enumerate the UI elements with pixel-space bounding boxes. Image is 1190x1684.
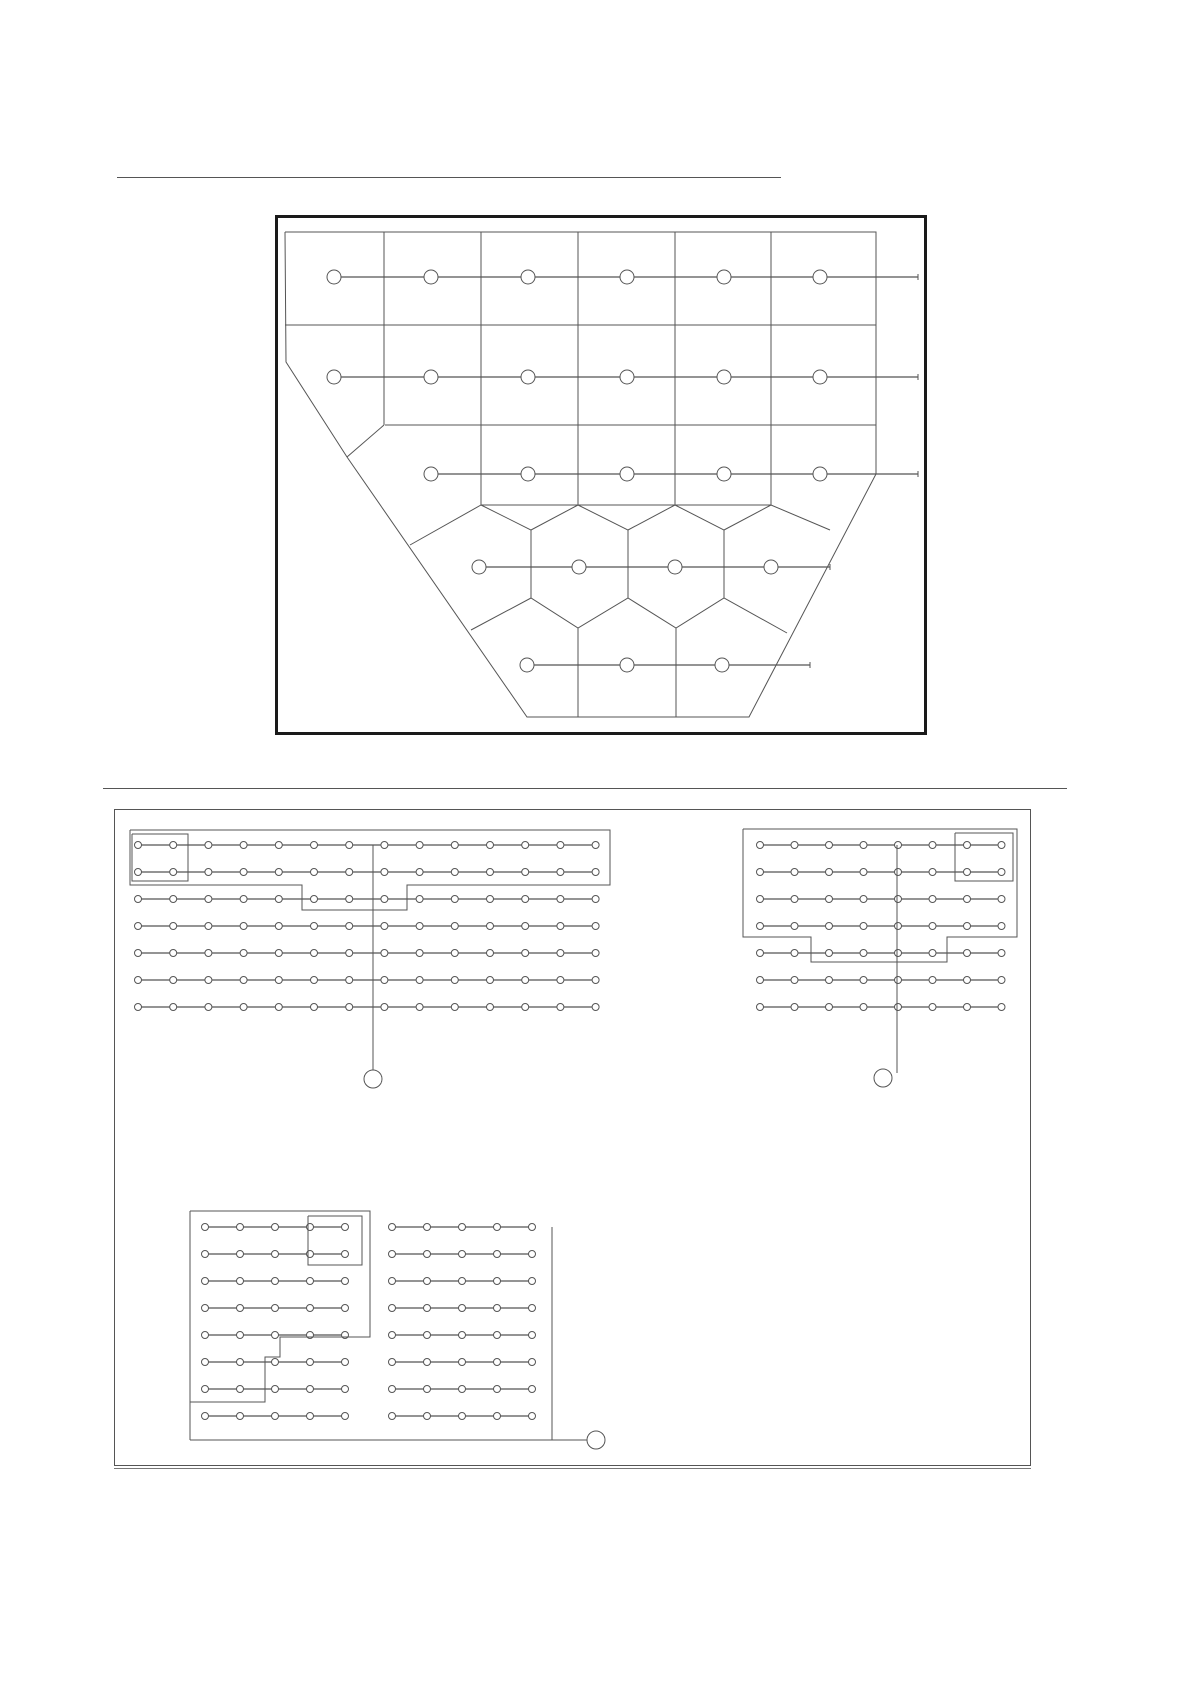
- well-node: [459, 1224, 466, 1231]
- well-node: [311, 842, 318, 849]
- well-node: [529, 1359, 536, 1366]
- well-node: [757, 950, 764, 957]
- well-node: [592, 977, 599, 984]
- well-node: [964, 869, 971, 876]
- well-node: [529, 1278, 536, 1285]
- well-marker: [717, 270, 731, 284]
- well-node: [557, 1004, 564, 1011]
- well-node: [860, 923, 867, 930]
- well-marker: [521, 467, 535, 481]
- well-node: [791, 923, 798, 930]
- well-node: [929, 950, 936, 957]
- well-node: [381, 842, 388, 849]
- well-node: [522, 1004, 529, 1011]
- well-node: [757, 869, 764, 876]
- well-node: [202, 1278, 209, 1285]
- well-node: [170, 923, 177, 930]
- well-node: [459, 1305, 466, 1312]
- well-node: [929, 977, 936, 984]
- well-node: [860, 842, 867, 849]
- well-node: [557, 950, 564, 957]
- well-node: [592, 896, 599, 903]
- well-manifold-layouts-diagram: [114, 809, 1031, 1466]
- well-marker: [813, 467, 827, 481]
- well-node: [424, 1224, 431, 1231]
- well-node: [459, 1251, 466, 1258]
- well-node: [237, 1359, 244, 1366]
- well-node: [895, 842, 902, 849]
- manifold-layouts-canvas: [115, 810, 1030, 1465]
- well-marker: [327, 370, 341, 384]
- outlet-marker: [874, 1069, 892, 1087]
- well-node: [170, 869, 177, 876]
- well-node: [381, 977, 388, 984]
- well-node: [346, 977, 353, 984]
- well-node: [791, 977, 798, 984]
- well-node: [307, 1413, 314, 1420]
- well-marker: [327, 270, 341, 284]
- well-node: [791, 950, 798, 957]
- well-node: [522, 896, 529, 903]
- well-node: [451, 1004, 458, 1011]
- well-node: [459, 1332, 466, 1339]
- well-marker: [424, 370, 438, 384]
- well-node: [826, 923, 833, 930]
- well-node: [381, 923, 388, 930]
- well-node: [424, 1332, 431, 1339]
- well-node: [459, 1413, 466, 1420]
- cell-edge: [724, 505, 771, 530]
- well-node: [487, 1004, 494, 1011]
- well-node: [272, 1305, 279, 1312]
- well-node: [964, 950, 971, 957]
- well-node: [135, 923, 142, 930]
- cell-edge: [675, 505, 724, 598]
- well-node: [592, 1004, 599, 1011]
- well-node: [895, 1004, 902, 1011]
- cell-edge: [481, 505, 531, 598]
- well-marker: [813, 370, 827, 384]
- well-node: [557, 869, 564, 876]
- well-node: [240, 869, 247, 876]
- well-node: [170, 1004, 177, 1011]
- well-node: [757, 977, 764, 984]
- well-node: [494, 1332, 501, 1339]
- well-node: [135, 950, 142, 957]
- well-node: [135, 896, 142, 903]
- well-node: [389, 1413, 396, 1420]
- top-divider-rule: [117, 177, 781, 178]
- well-node: [487, 842, 494, 849]
- voronoi-diagram-canvas: [278, 218, 924, 732]
- well-node: [202, 1305, 209, 1312]
- well-node: [202, 1251, 209, 1258]
- well-node: [791, 869, 798, 876]
- well-node: [346, 950, 353, 957]
- well-node: [311, 1004, 318, 1011]
- well-node: [860, 1004, 867, 1011]
- well-node: [272, 1386, 279, 1393]
- well-node: [424, 1278, 431, 1285]
- well-node: [346, 869, 353, 876]
- well-node: [964, 923, 971, 930]
- well-node: [895, 950, 902, 957]
- well-node: [592, 842, 599, 849]
- well-node: [202, 1386, 209, 1393]
- figure-bottom-rule: [114, 1468, 1031, 1469]
- well-node: [826, 977, 833, 984]
- well-node: [205, 1004, 212, 1011]
- well-node: [451, 923, 458, 930]
- well-node: [895, 896, 902, 903]
- well-node: [381, 896, 388, 903]
- well-node: [929, 1004, 936, 1011]
- well-marker: [472, 560, 486, 574]
- well-node: [272, 1359, 279, 1366]
- well-node: [487, 869, 494, 876]
- well-marker: [668, 560, 682, 574]
- well-node: [237, 1251, 244, 1258]
- well-node: [170, 950, 177, 957]
- well-node: [929, 842, 936, 849]
- well-node: [342, 1224, 349, 1231]
- group-boundary: [130, 830, 610, 910]
- well-node: [860, 896, 867, 903]
- well-node: [275, 977, 282, 984]
- cell-edge: [410, 505, 830, 545]
- well-node: [494, 1278, 501, 1285]
- well-node: [451, 977, 458, 984]
- well-node: [998, 1004, 1005, 1011]
- well-node: [451, 950, 458, 957]
- well-node: [311, 896, 318, 903]
- well-node: [964, 1004, 971, 1011]
- well-node: [494, 1386, 501, 1393]
- well-node: [237, 1224, 244, 1231]
- well-marker: [572, 560, 586, 574]
- well-node: [135, 1004, 142, 1011]
- well-node: [381, 1004, 388, 1011]
- well-node: [416, 842, 423, 849]
- well-node: [895, 869, 902, 876]
- well-node: [964, 977, 971, 984]
- well-node: [237, 1278, 244, 1285]
- outlet-marker: [364, 1070, 382, 1088]
- well-node: [389, 1332, 396, 1339]
- well-node: [487, 950, 494, 957]
- well-node: [826, 842, 833, 849]
- well-node: [275, 842, 282, 849]
- well-node: [487, 977, 494, 984]
- middle-divider-rule: [103, 788, 1067, 789]
- well-node: [311, 950, 318, 957]
- well-node: [170, 896, 177, 903]
- well-node: [998, 923, 1005, 930]
- well-node: [240, 842, 247, 849]
- well-node: [791, 896, 798, 903]
- well-node: [307, 1359, 314, 1366]
- well-node: [389, 1251, 396, 1258]
- well-node: [275, 923, 282, 930]
- well-node: [964, 842, 971, 849]
- well-node: [494, 1251, 501, 1258]
- well-node: [529, 1251, 536, 1258]
- well-node: [275, 896, 282, 903]
- group-boundary: [743, 829, 1017, 962]
- well-node: [826, 896, 833, 903]
- well-marker: [764, 560, 778, 574]
- well-node: [424, 1251, 431, 1258]
- well-node: [791, 1004, 798, 1011]
- well-node: [494, 1305, 501, 1312]
- well-node: [826, 869, 833, 876]
- well-node: [342, 1305, 349, 1312]
- cell-edge: [578, 505, 628, 598]
- well-node: [135, 977, 142, 984]
- well-node: [237, 1413, 244, 1420]
- well-node: [307, 1386, 314, 1393]
- well-node: [342, 1386, 349, 1393]
- well-node: [202, 1332, 209, 1339]
- well-node: [487, 923, 494, 930]
- well-node: [895, 923, 902, 930]
- well-node: [205, 977, 212, 984]
- well-node: [522, 842, 529, 849]
- well-node: [757, 896, 764, 903]
- well-node: [389, 1359, 396, 1366]
- well-node: [346, 1004, 353, 1011]
- well-node: [346, 896, 353, 903]
- well-node: [205, 896, 212, 903]
- well-node: [202, 1359, 209, 1366]
- well-marker: [521, 370, 535, 384]
- well-node: [311, 869, 318, 876]
- well-marker: [715, 658, 729, 672]
- well-node: [529, 1413, 536, 1420]
- well-node: [240, 977, 247, 984]
- well-node: [529, 1386, 536, 1393]
- well-node: [389, 1278, 396, 1285]
- well-node: [307, 1305, 314, 1312]
- well-node: [860, 950, 867, 957]
- well-node: [389, 1224, 396, 1231]
- well-node: [272, 1278, 279, 1285]
- well-node: [451, 896, 458, 903]
- well-node: [389, 1305, 396, 1312]
- well-node: [451, 869, 458, 876]
- well-marker: [424, 467, 438, 481]
- well-node: [424, 1305, 431, 1312]
- well-node: [381, 950, 388, 957]
- well-node: [275, 869, 282, 876]
- well-node: [342, 1359, 349, 1366]
- well-node: [237, 1386, 244, 1393]
- well-node: [998, 869, 1005, 876]
- well-field-voronoi-diagram: [275, 215, 927, 735]
- well-node: [494, 1413, 501, 1420]
- well-node: [424, 1413, 431, 1420]
- well-marker: [620, 270, 634, 284]
- well-node: [487, 896, 494, 903]
- well-marker: [620, 370, 634, 384]
- well-node: [522, 869, 529, 876]
- well-node: [592, 869, 599, 876]
- well-node: [346, 923, 353, 930]
- well-node: [826, 950, 833, 957]
- well-node: [205, 869, 212, 876]
- well-node: [205, 923, 212, 930]
- well-node: [895, 977, 902, 984]
- well-node: [557, 977, 564, 984]
- well-node: [416, 1004, 423, 1011]
- well-marker: [521, 270, 535, 284]
- well-node: [757, 842, 764, 849]
- well-marker: [424, 270, 438, 284]
- well-node: [757, 923, 764, 930]
- cell-edge: [471, 598, 787, 633]
- well-node: [826, 1004, 833, 1011]
- well-node: [202, 1413, 209, 1420]
- well-node: [272, 1413, 279, 1420]
- well-node: [529, 1224, 536, 1231]
- well-node: [240, 923, 247, 930]
- well-marker: [813, 270, 827, 284]
- well-node: [135, 842, 142, 849]
- well-node: [557, 842, 564, 849]
- well-node: [592, 950, 599, 957]
- well-node: [459, 1386, 466, 1393]
- well-node: [860, 869, 867, 876]
- well-node: [592, 923, 599, 930]
- well-node: [964, 896, 971, 903]
- well-node: [237, 1305, 244, 1312]
- well-node: [307, 1278, 314, 1285]
- well-node: [929, 869, 936, 876]
- well-node: [342, 1278, 349, 1285]
- well-node: [205, 950, 212, 957]
- well-node: [860, 977, 867, 984]
- well-node: [272, 1224, 279, 1231]
- well-node: [272, 1332, 279, 1339]
- well-node: [237, 1332, 244, 1339]
- well-node: [929, 923, 936, 930]
- well-node: [791, 842, 798, 849]
- well-node: [342, 1413, 349, 1420]
- outlet-marker: [587, 1431, 605, 1449]
- well-node: [416, 950, 423, 957]
- well-node: [998, 977, 1005, 984]
- well-marker: [520, 658, 534, 672]
- well-node: [522, 950, 529, 957]
- well-node: [240, 1004, 247, 1011]
- well-node: [529, 1332, 536, 1339]
- well-node: [451, 842, 458, 849]
- well-node: [346, 842, 353, 849]
- well-node: [459, 1359, 466, 1366]
- well-node: [381, 869, 388, 876]
- well-node: [929, 896, 936, 903]
- well-node: [494, 1224, 501, 1231]
- well-node: [522, 923, 529, 930]
- well-node: [416, 869, 423, 876]
- well-node: [998, 896, 1005, 903]
- well-node: [424, 1359, 431, 1366]
- well-node: [557, 896, 564, 903]
- well-marker: [717, 467, 731, 481]
- well-node: [275, 950, 282, 957]
- well-node: [205, 842, 212, 849]
- well-marker: [717, 370, 731, 384]
- well-node: [416, 923, 423, 930]
- cell-edge: [531, 505, 578, 530]
- well-node: [424, 1386, 431, 1393]
- well-node: [240, 896, 247, 903]
- well-marker: [620, 467, 634, 481]
- well-node: [240, 950, 247, 957]
- well-node: [311, 977, 318, 984]
- well-node: [416, 896, 423, 903]
- well-node: [170, 842, 177, 849]
- grid-line: [347, 425, 384, 457]
- well-node: [529, 1305, 536, 1312]
- well-node: [557, 923, 564, 930]
- well-node: [275, 1004, 282, 1011]
- well-node: [998, 842, 1005, 849]
- well-node: [494, 1359, 501, 1366]
- well-node: [389, 1386, 396, 1393]
- selection-box: [308, 1216, 362, 1265]
- well-node: [311, 923, 318, 930]
- well-node: [522, 977, 529, 984]
- well-node: [757, 1004, 764, 1011]
- well-node: [998, 950, 1005, 957]
- well-node: [202, 1224, 209, 1231]
- well-node: [342, 1251, 349, 1258]
- well-node: [170, 977, 177, 984]
- well-node: [272, 1251, 279, 1258]
- well-node: [416, 977, 423, 984]
- well-node: [135, 869, 142, 876]
- cell-edge: [628, 505, 675, 530]
- well-node: [459, 1278, 466, 1285]
- well-marker: [620, 658, 634, 672]
